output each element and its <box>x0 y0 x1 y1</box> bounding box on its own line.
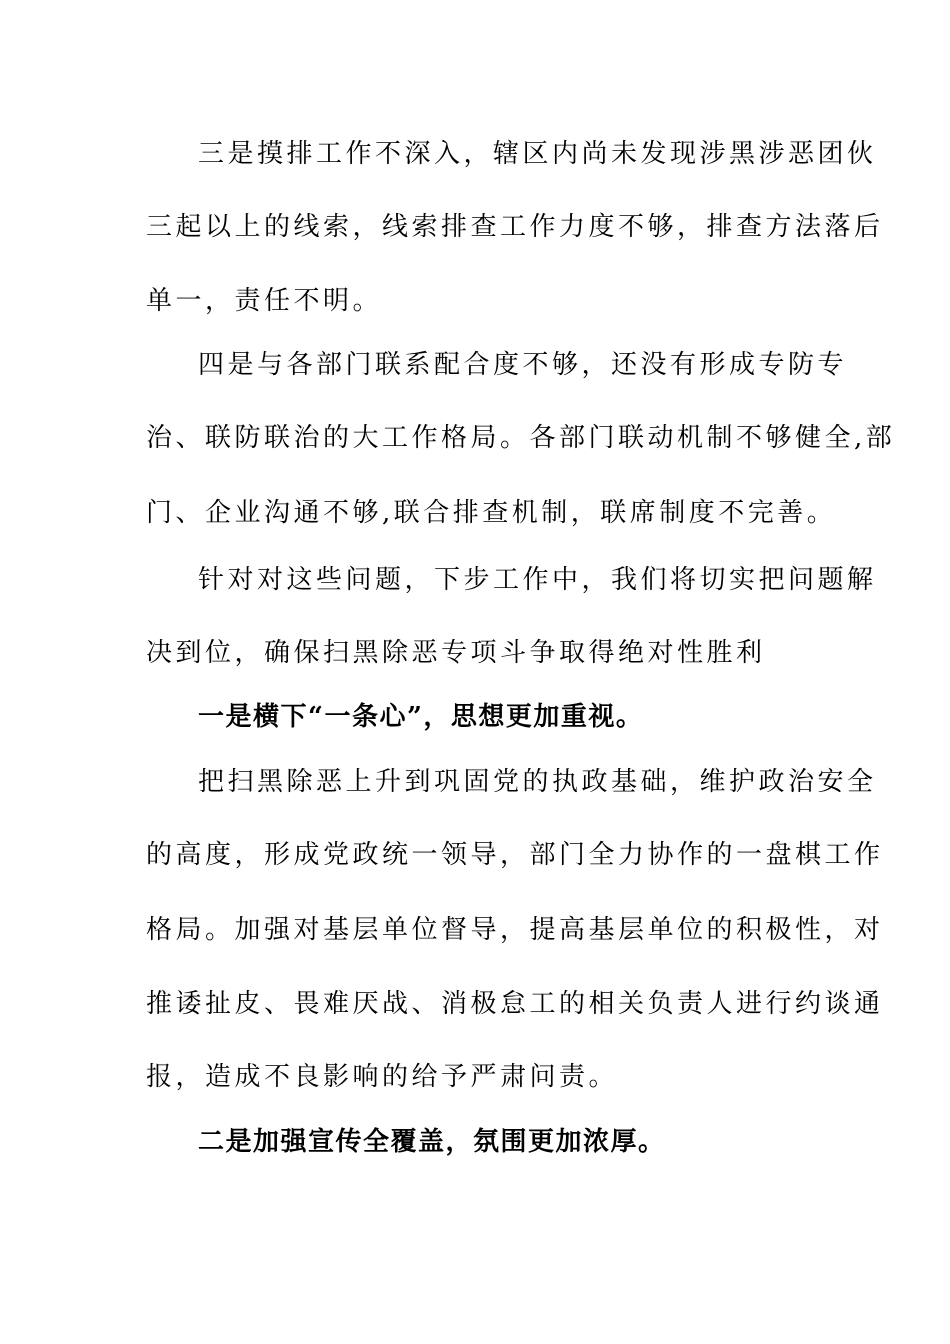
section-heading: 一是横下“一条心”，思想更加重视。 <box>198 702 644 732</box>
paragraph-line: 推诿扯皮、畏难厌战、消极怠工的相关负责人进行约谈通 <box>146 989 884 1019</box>
paragraph-line: 把扫黑除恶上升到巩固党的执政基础，维护政治安全 <box>198 767 877 797</box>
paragraph-line: 三起以上的线索，线索排查工作力度不够，排查方法落后 <box>146 212 884 242</box>
paragraph-line: 门、企业沟通不够,联合排查机制，联席制度不完善。 <box>146 498 837 528</box>
paragraph-line: 针对对这些问题，下步工作中，我们将切实把问题解 <box>198 565 877 595</box>
paragraph-line: 四是与各部门联系配合度不够，还没有形成专防专 <box>198 350 848 380</box>
paragraph-line: 报，造成不良影响的给予严肃问责。 <box>146 1062 619 1092</box>
paragraph-line: 三是摸排工作不深入，辖区内尚未发现涉黑涉恶团伙 <box>198 139 877 169</box>
paragraph-line: 格局。加强对基层单位督导，提高基层单位的积极性，对 <box>146 915 884 945</box>
paragraph-line: 治、联防联治的大工作格局。各部门联动机制不够健全,部 <box>146 423 896 453</box>
paragraph-line: 单一，责任不明。 <box>146 286 383 316</box>
paragraph-line: 的高度，形成党政统一领导，部门全力协作的一盘棋工作 <box>146 840 884 870</box>
section-heading: 二是加强宣传全覆盖，氛围更加浓厚。 <box>198 1127 666 1157</box>
paragraph-line: 决到位，确保扫黑除恶专项斗争取得绝对性胜利 <box>146 638 766 668</box>
